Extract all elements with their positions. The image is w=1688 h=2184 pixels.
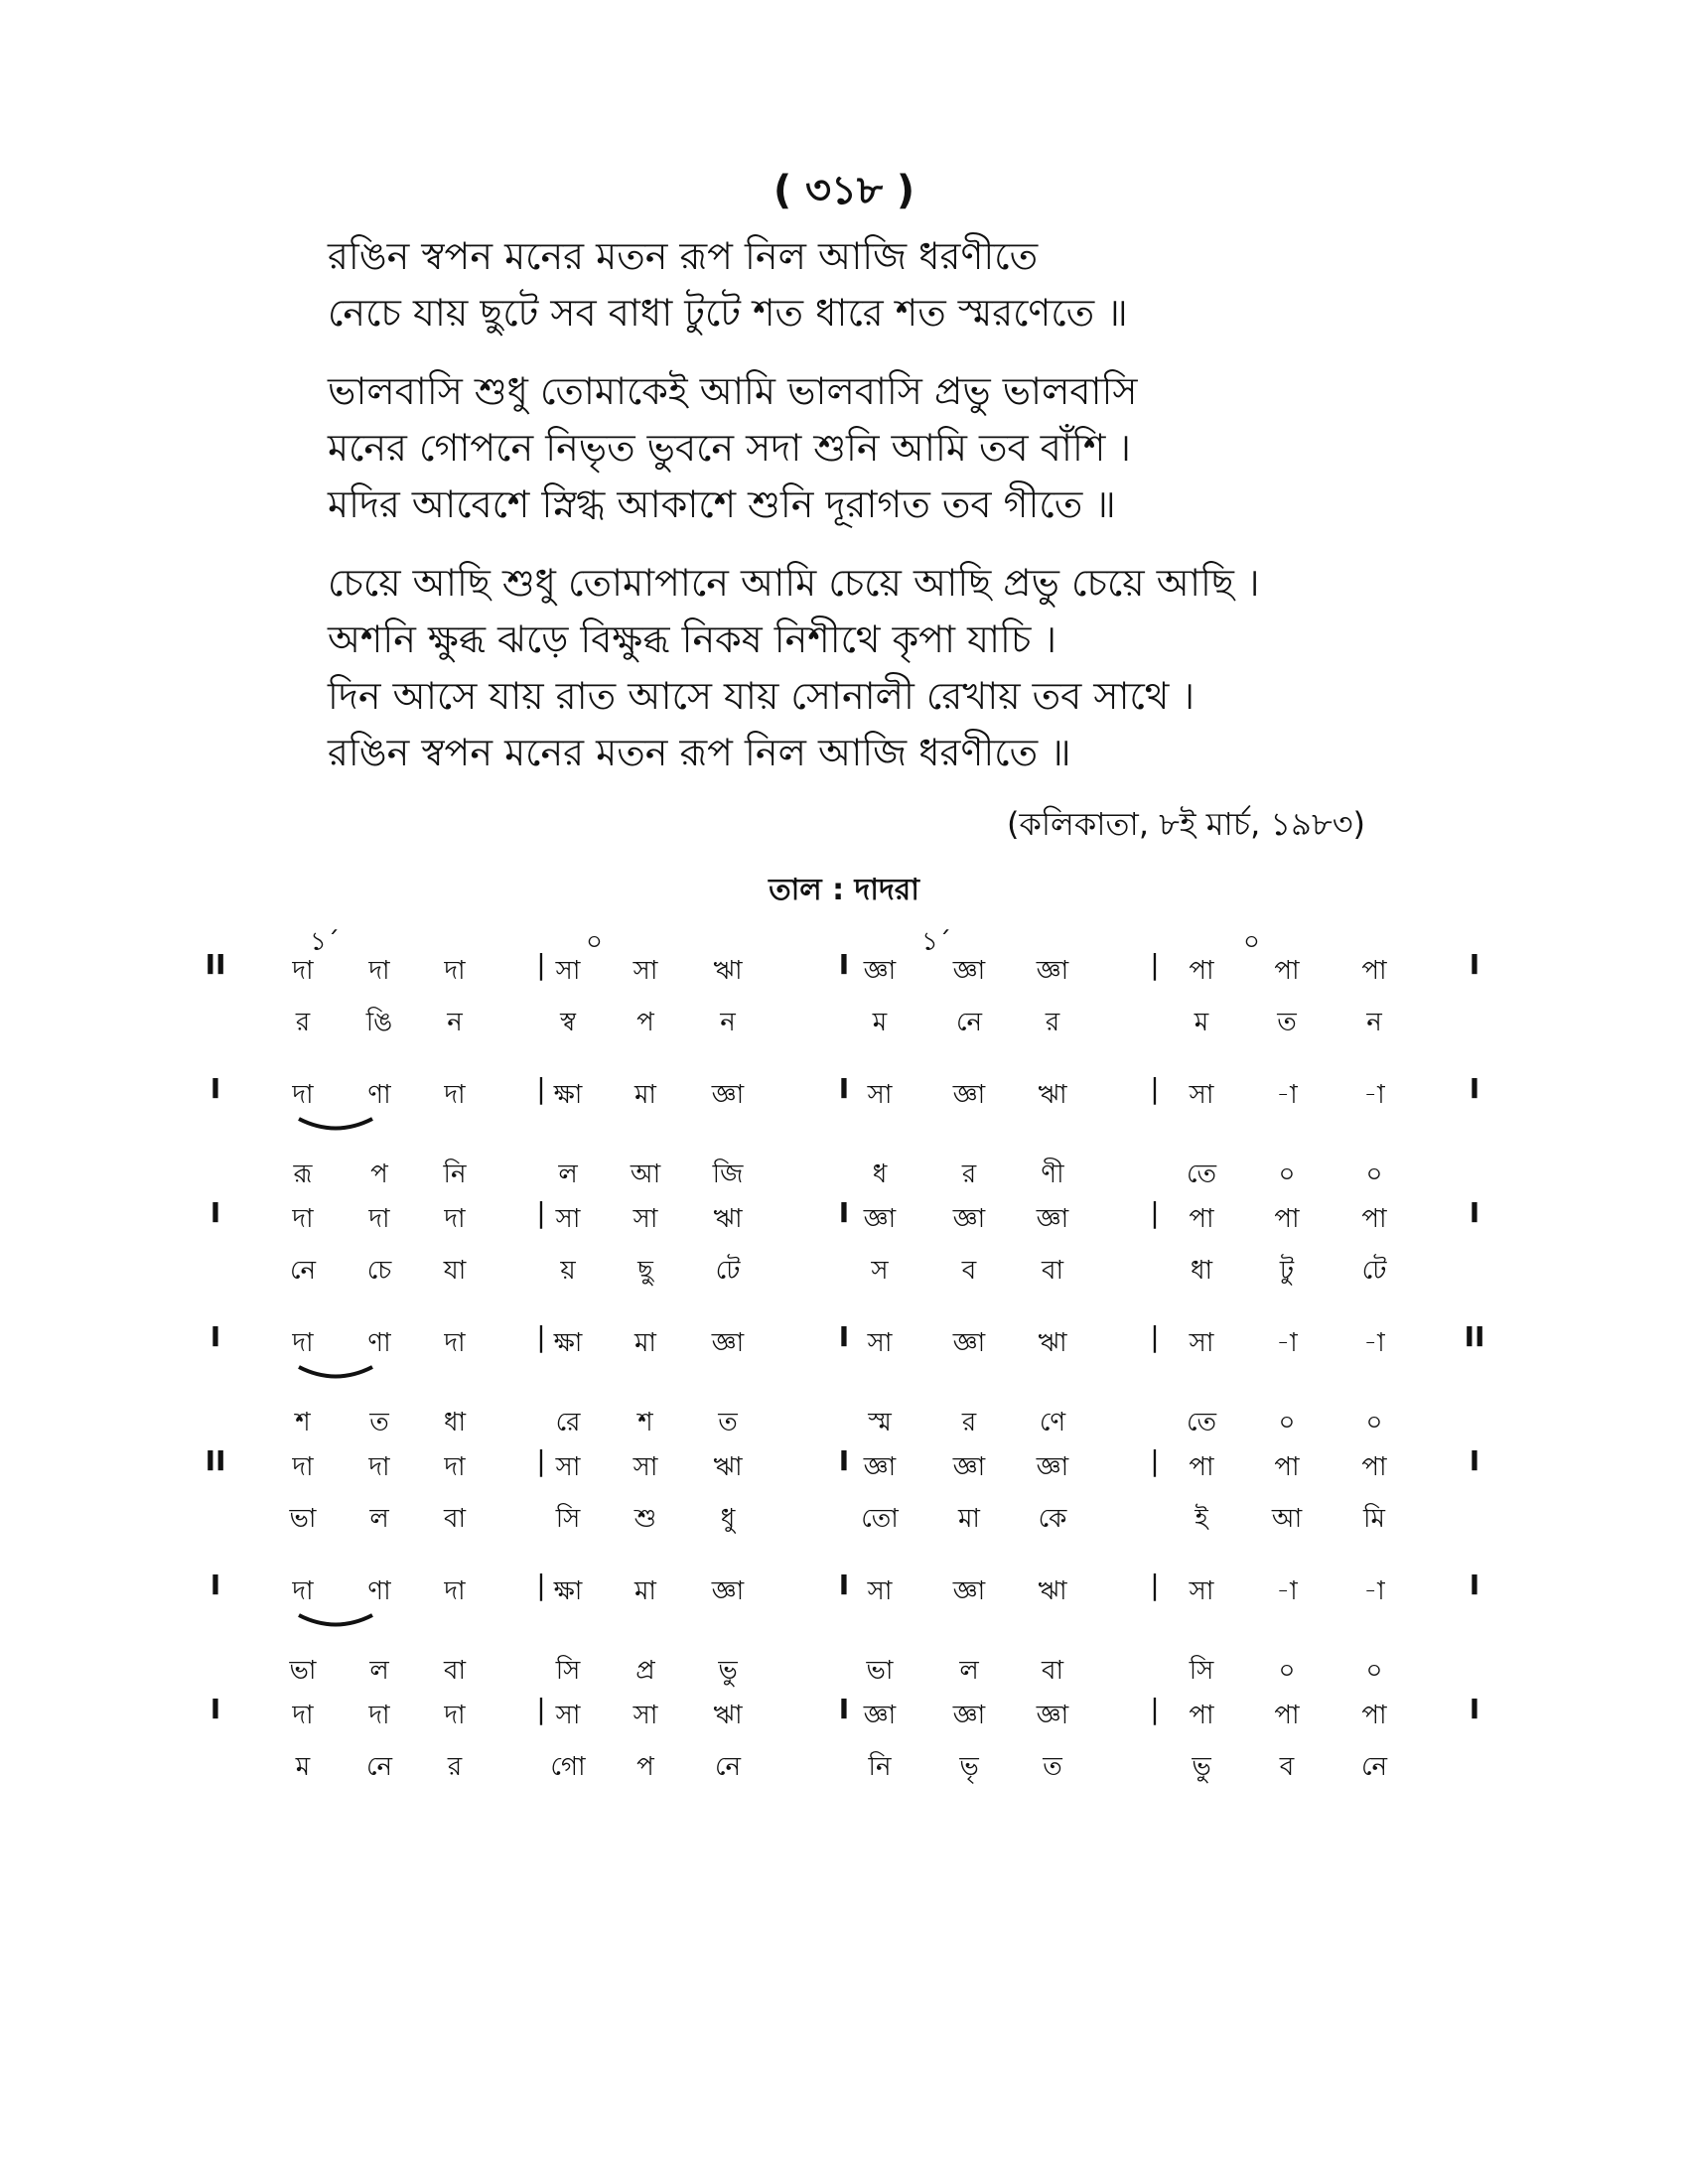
note: জ্ঞা bbox=[952, 956, 986, 986]
note: সা bbox=[555, 1452, 581, 1482]
lyric-syllable: ত bbox=[1043, 1752, 1062, 1782]
note: জ্ঞা bbox=[1036, 1452, 1069, 1482]
beat-mark: ১´ bbox=[921, 927, 951, 957]
lyric-syllable: ০ bbox=[1365, 1408, 1383, 1437]
note: -া bbox=[1276, 1576, 1298, 1606]
lyric-syllable: সি bbox=[555, 1504, 581, 1534]
note: ণা bbox=[367, 1080, 391, 1110]
lyric-syllable: যা bbox=[443, 1256, 467, 1286]
bar-line-open: II bbox=[205, 948, 226, 981]
note: ক্ষা bbox=[553, 1328, 583, 1358]
stanza bbox=[328, 363, 1420, 533]
section-divider: I bbox=[838, 948, 850, 981]
lyric-syllable: কে bbox=[1038, 1504, 1067, 1534]
lyric-syllable: ভু bbox=[1192, 1752, 1211, 1782]
lyric-syllable: র bbox=[1045, 1008, 1060, 1037]
beat-divider: | bbox=[1150, 1693, 1160, 1725]
lyric-syllable: ত bbox=[718, 1408, 738, 1437]
section-divider: I bbox=[838, 1196, 850, 1229]
lyric-syllable: ত bbox=[369, 1408, 389, 1437]
lyric-syllable: তে bbox=[1186, 1160, 1217, 1189]
note: -া bbox=[1363, 1576, 1385, 1606]
note: দা bbox=[292, 1080, 314, 1110]
note: জ্ঞা bbox=[952, 1576, 986, 1606]
lyric-syllable: ভা bbox=[289, 1504, 317, 1534]
lyrics bbox=[328, 228, 1420, 803]
note: জ্ঞা bbox=[952, 1452, 986, 1482]
note: -া bbox=[1363, 1328, 1385, 1358]
stanza bbox=[328, 555, 1420, 781]
note: ণা bbox=[367, 1328, 391, 1358]
note: পা bbox=[1274, 956, 1300, 986]
note: জ্ঞা bbox=[1036, 1701, 1069, 1730]
beat-divider: | bbox=[1150, 1320, 1160, 1353]
section-divider: I bbox=[838, 1072, 850, 1105]
lyric-syllable: ধ bbox=[872, 1160, 888, 1189]
note: দা bbox=[292, 1452, 314, 1482]
beat-divider: | bbox=[536, 948, 546, 981]
beat-mark: ০ bbox=[586, 927, 603, 957]
lyric-syllable: র bbox=[961, 1160, 977, 1189]
note: ণা bbox=[367, 1576, 391, 1606]
lyric-syllable: ই bbox=[1195, 1504, 1208, 1534]
lyric-syllable: ০ bbox=[1365, 1656, 1383, 1686]
note: সা bbox=[633, 956, 658, 986]
note: মা bbox=[634, 1328, 656, 1358]
lyric-line: রঙিন স্বপন মনের মতন রূপ নিল আজি ধরণীতে ॥ bbox=[328, 731, 1071, 774]
beat-divider: | bbox=[536, 1320, 546, 1353]
taal-heading: তাল : দাদরা bbox=[769, 873, 919, 907]
note: সা bbox=[633, 1701, 658, 1730]
lyric-syllable: ভৃ bbox=[959, 1752, 979, 1782]
lyric-syllable: মি bbox=[1363, 1504, 1385, 1534]
note: সা bbox=[555, 1701, 581, 1730]
note: পা bbox=[1361, 956, 1387, 986]
lyric-syllable: বা bbox=[1041, 1656, 1063, 1686]
lyric-syllable: ০ bbox=[1278, 1408, 1296, 1437]
lyric-syllable: ল bbox=[959, 1656, 979, 1686]
lyric-syllable: ব bbox=[1279, 1752, 1295, 1782]
lyric-line: ভালবাসি শুধু তোমাকেই আমি ভালবাসি প্রভু ভালবাসি bbox=[328, 369, 1138, 413]
lyric-syllable: নি bbox=[443, 1160, 467, 1189]
note: সা bbox=[555, 956, 581, 986]
slur-mark bbox=[296, 1612, 375, 1630]
note: পা bbox=[1274, 1204, 1300, 1234]
beat-divider: | bbox=[536, 1196, 546, 1229]
note: পা bbox=[1189, 1701, 1214, 1730]
lyric-syllable: গো bbox=[550, 1752, 586, 1782]
page-number: ( ৩১৮ ) bbox=[773, 168, 915, 213]
lyric-syllable: ল bbox=[558, 1160, 578, 1189]
section-divider: I bbox=[838, 1320, 850, 1353]
lyric-syllable: প bbox=[370, 1160, 388, 1189]
lyric-syllable: ব bbox=[961, 1256, 977, 1286]
lyric-syllable: ধা bbox=[443, 1408, 467, 1437]
lyric-syllable: সি bbox=[555, 1656, 581, 1686]
lyric-line: চেয়ে আছি শুধু তোমাপানে আমি চেয়ে আছি প্রভু চেয়ে আছি । bbox=[328, 561, 1260, 605]
note: জ্ঞা bbox=[1036, 1204, 1069, 1234]
note: সা bbox=[1189, 1080, 1214, 1110]
beat-divider: | bbox=[1150, 1444, 1160, 1477]
lyric-syllable: নে bbox=[365, 1752, 393, 1782]
note: -া bbox=[1276, 1328, 1298, 1358]
lyric-syllable: নে bbox=[714, 1752, 742, 1782]
bar-line-close: I bbox=[1469, 948, 1480, 981]
beat-divider: | bbox=[1150, 1196, 1160, 1229]
bar-line-close: I bbox=[1469, 1196, 1480, 1229]
lyric-syllable: চে bbox=[366, 1256, 392, 1286]
beat-divider: | bbox=[536, 1444, 546, 1477]
note: ঋা bbox=[713, 956, 743, 986]
bar-line-close: I bbox=[1469, 1569, 1480, 1601]
lyric-syllable: স্ব bbox=[560, 1008, 576, 1037]
lyric-syllable: র bbox=[961, 1408, 977, 1437]
lyric-syllable: তো bbox=[861, 1504, 899, 1534]
note: জ্ঞা bbox=[863, 1701, 897, 1730]
note: জ্ঞা bbox=[952, 1204, 986, 1234]
beat-divider: | bbox=[1150, 1072, 1160, 1105]
beat-divider: | bbox=[1150, 948, 1160, 981]
lyric-syllable: স্ম bbox=[868, 1408, 892, 1437]
note: ক্ষা bbox=[553, 1576, 583, 1606]
bar-line-open: I bbox=[210, 1196, 221, 1229]
bar-line-open: I bbox=[210, 1320, 221, 1353]
note: পা bbox=[1361, 1204, 1387, 1234]
lyric-syllable: ণী bbox=[1041, 1160, 1064, 1189]
lyric-syllable: মা bbox=[958, 1504, 980, 1534]
note: ঋা bbox=[1038, 1080, 1067, 1110]
section-divider: I bbox=[838, 1569, 850, 1601]
note: দা bbox=[444, 1701, 466, 1730]
note: দা bbox=[444, 1204, 466, 1234]
note: -া bbox=[1363, 1080, 1385, 1110]
lyric-syllable: প bbox=[636, 1008, 654, 1037]
note: জ্ঞা bbox=[863, 956, 897, 986]
lyric-syllable: শ bbox=[637, 1408, 653, 1437]
note: -া bbox=[1276, 1080, 1298, 1110]
section-divider: I bbox=[838, 1444, 850, 1477]
note: পা bbox=[1274, 1452, 1300, 1482]
lyric-syllable: ধা bbox=[1190, 1256, 1213, 1286]
lyric-syllable: ম bbox=[1194, 1008, 1209, 1037]
note: পা bbox=[1361, 1452, 1387, 1482]
note: দা bbox=[444, 1328, 466, 1358]
lyric-syllable: ০ bbox=[1278, 1160, 1296, 1189]
lyric-syllable: ধু bbox=[720, 1504, 736, 1534]
note: দা bbox=[368, 1452, 390, 1482]
lyric-syllable: শ bbox=[295, 1408, 311, 1437]
note: দা bbox=[444, 1080, 466, 1110]
lyric-syllable: আ bbox=[1271, 1504, 1303, 1534]
note: দা bbox=[444, 1452, 466, 1482]
note: ঋা bbox=[1038, 1576, 1067, 1606]
bar-line-close: II bbox=[1464, 1320, 1485, 1353]
lyric-syllable: র bbox=[447, 1752, 463, 1782]
note: মা bbox=[634, 1576, 656, 1606]
bar-line-open: I bbox=[210, 1693, 221, 1725]
lyric-syllable: রূ bbox=[293, 1160, 313, 1189]
note: দা bbox=[292, 1204, 314, 1234]
beat-divider: | bbox=[1150, 1569, 1160, 1601]
bar-line-open: I bbox=[210, 1072, 221, 1105]
lyric-syllable: টে bbox=[1361, 1256, 1387, 1286]
note: দা bbox=[368, 1204, 390, 1234]
note: ঋা bbox=[1038, 1328, 1067, 1358]
lyric-syllable: ০ bbox=[1278, 1656, 1296, 1686]
note: পা bbox=[1189, 1204, 1214, 1234]
lyric-line: অশনি ক্ষুব্ধ ঝড়ে বিক্ষুব্ধ নিকষ নিশীথে কৃপা যাচি । bbox=[328, 617, 1057, 661]
lyric-syllable: য় bbox=[560, 1256, 576, 1286]
lyric-syllable: ভা bbox=[866, 1656, 894, 1686]
note: সা bbox=[1189, 1576, 1214, 1606]
lyric-syllable: ন bbox=[1366, 1008, 1382, 1037]
lyric-syllable: আ bbox=[630, 1160, 661, 1189]
note: জ্ঞা bbox=[711, 1080, 745, 1110]
note: দা bbox=[444, 1576, 466, 1606]
bar-line-close: I bbox=[1469, 1693, 1480, 1725]
lyric-line: রঙিন স্বপন মনের মতন রূপ নিল আজি ধরণীতে bbox=[328, 234, 1039, 278]
lyric-syllable: ম bbox=[872, 1008, 888, 1037]
lyric-syllable: ন bbox=[720, 1008, 736, 1037]
note: সা bbox=[867, 1328, 893, 1358]
slur-mark bbox=[296, 1364, 375, 1382]
note: দা bbox=[292, 1328, 314, 1358]
note: দা bbox=[368, 956, 390, 986]
source-date: (কলিকাতা, ৮ই মার্চ, ১৯৮৩) bbox=[1007, 805, 1365, 843]
slur-mark bbox=[296, 1116, 375, 1134]
note: ঋা bbox=[713, 1204, 743, 1234]
note: ক্ষা bbox=[553, 1080, 583, 1110]
note: পা bbox=[1189, 956, 1214, 986]
note: মা bbox=[634, 1080, 656, 1110]
lyric-syllable: ০ bbox=[1365, 1160, 1383, 1189]
lyric-line: মনের গোপনে নিভৃত ভুবনে সদা শুনি আমি তব বাঁশি । bbox=[328, 426, 1131, 470]
lyric-syllable: ভু bbox=[718, 1656, 738, 1686]
note: দা bbox=[368, 1701, 390, 1730]
bar-line-open: II bbox=[205, 1444, 226, 1477]
lyric-syllable: নে bbox=[289, 1256, 317, 1286]
note: দা bbox=[444, 956, 466, 986]
lyric-syllable: ছু bbox=[637, 1256, 653, 1286]
beat-divider: | bbox=[536, 1072, 546, 1105]
lyric-syllable: ভা bbox=[289, 1656, 317, 1686]
note: দা bbox=[292, 956, 314, 986]
note: জ্ঞা bbox=[711, 1576, 745, 1606]
lyric-syllable: র bbox=[295, 1008, 311, 1037]
lyric-syllable: টু bbox=[1279, 1256, 1295, 1286]
beat-divider: | bbox=[536, 1569, 546, 1601]
lyric-line: নেচে যায় ছুটে সব বাধা টুটে শত ধারে শত স্মরণেতে ॥ bbox=[328, 291, 1128, 335]
lyric-syllable: প bbox=[636, 1752, 654, 1782]
lyric-syllable: ঙি bbox=[365, 1008, 393, 1037]
note: সা bbox=[633, 1452, 658, 1482]
lyric-syllable: টে bbox=[715, 1256, 741, 1286]
note: পা bbox=[1274, 1701, 1300, 1730]
lyric-syllable: জি bbox=[712, 1160, 744, 1189]
beat-mark: ১´ bbox=[310, 927, 340, 957]
note: ঋা bbox=[713, 1452, 743, 1482]
note: সা bbox=[1189, 1328, 1214, 1358]
lyric-syllable: বা bbox=[1041, 1256, 1063, 1286]
lyric-syllable: ত bbox=[1277, 1008, 1297, 1037]
lyric-syllable: রে bbox=[555, 1408, 581, 1437]
lyric-syllable: ল bbox=[369, 1504, 389, 1534]
lyric-syllable: তে bbox=[1186, 1408, 1217, 1437]
note: ঋা bbox=[713, 1701, 743, 1730]
note: সা bbox=[867, 1080, 893, 1110]
section-divider: I bbox=[838, 1693, 850, 1725]
lyric-syllable: স bbox=[871, 1256, 889, 1286]
bar-line-close: I bbox=[1469, 1444, 1480, 1477]
note: দা bbox=[292, 1576, 314, 1606]
lyric-syllable: বা bbox=[443, 1504, 466, 1534]
lyric-syllable: সি bbox=[1189, 1656, 1214, 1686]
beat-mark: ০ bbox=[1243, 927, 1260, 957]
note: জ্ঞা bbox=[711, 1328, 745, 1358]
beat-divider: | bbox=[536, 1693, 546, 1725]
note: জ্ঞা bbox=[1036, 956, 1069, 986]
stanza bbox=[328, 228, 1420, 341]
note: জ্ঞা bbox=[863, 1452, 897, 1482]
note: দা bbox=[292, 1701, 314, 1730]
note: সা bbox=[555, 1204, 581, 1234]
lyric-syllable: প্র bbox=[635, 1656, 655, 1686]
lyric-syllable: শু bbox=[633, 1504, 657, 1534]
note: পা bbox=[1189, 1452, 1214, 1482]
lyric-syllable: নে bbox=[1360, 1752, 1388, 1782]
note: সা bbox=[633, 1204, 658, 1234]
note: জ্ঞা bbox=[863, 1204, 897, 1234]
lyric-syllable: বা bbox=[443, 1656, 466, 1686]
note: জ্ঞা bbox=[952, 1701, 986, 1730]
bar-line-open: I bbox=[210, 1569, 221, 1601]
lyric-syllable: ল bbox=[369, 1656, 389, 1686]
note: সা bbox=[867, 1576, 893, 1606]
bar-line-close: I bbox=[1469, 1072, 1480, 1105]
lyric-syllable: ন bbox=[447, 1008, 463, 1037]
note: জ্ঞা bbox=[952, 1080, 986, 1110]
note: পা bbox=[1361, 1701, 1387, 1730]
lyric-syllable: নি bbox=[868, 1752, 892, 1782]
lyric-line: মদির আবেশে স্নিগ্ধ আকাশে শুনি দূরাগত তব গীতে ॥ bbox=[328, 482, 1116, 526]
lyric-syllable: ম bbox=[295, 1752, 311, 1782]
lyric-syllable: নে bbox=[955, 1008, 983, 1037]
lyric-line: দিন আসে যায় রাত আসে যায় সোনালী রেখায় তব সাথে । bbox=[328, 674, 1196, 718]
note: জ্ঞা bbox=[952, 1328, 986, 1358]
lyric-syllable: ণে bbox=[1039, 1408, 1066, 1437]
